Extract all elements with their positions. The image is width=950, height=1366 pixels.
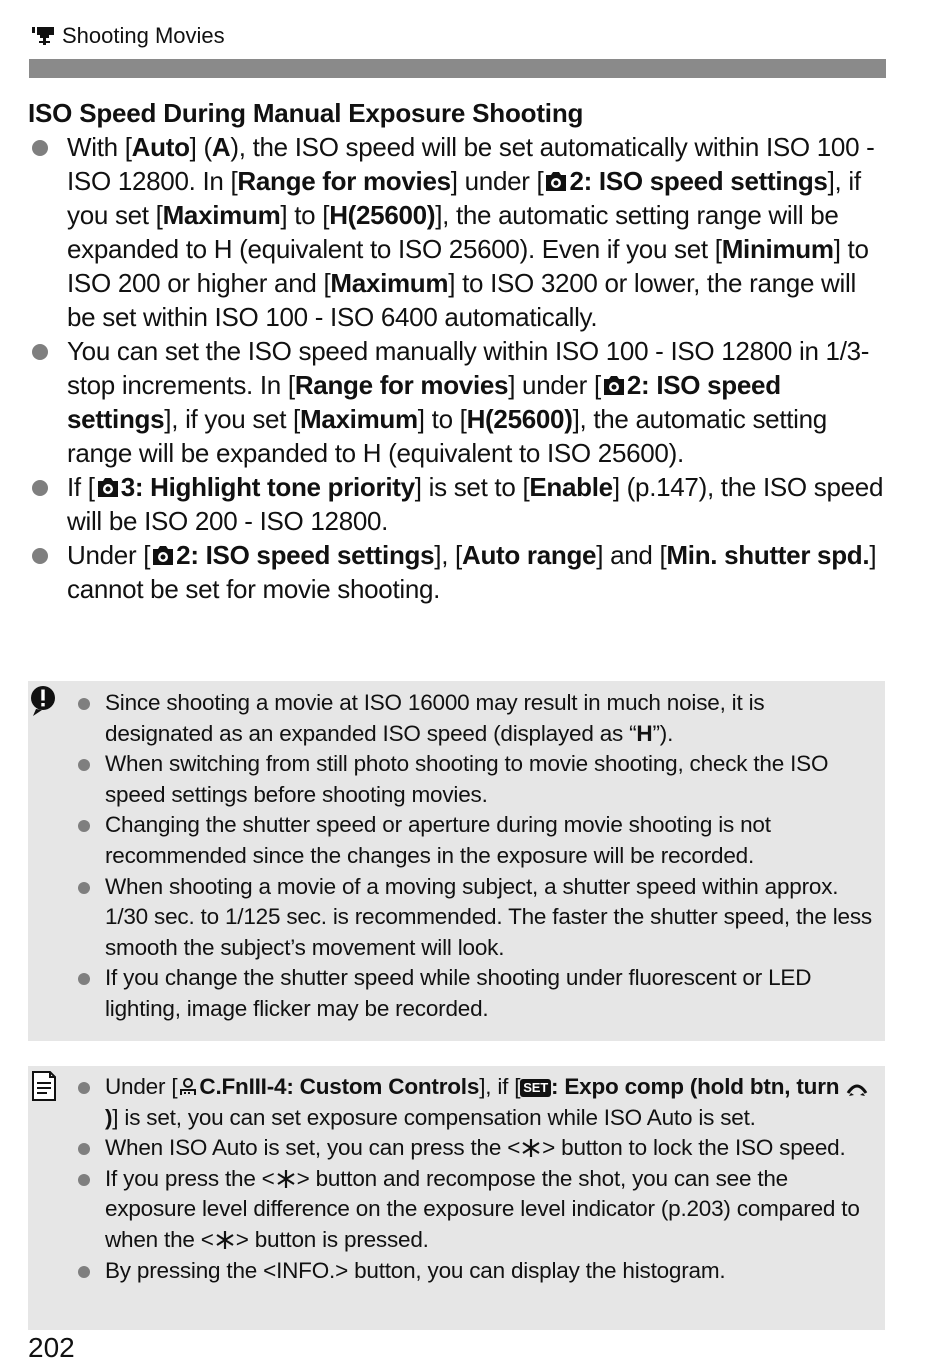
camera-icon (544, 171, 568, 193)
camera-icon (151, 545, 175, 567)
ae-lock-icon (215, 1230, 235, 1250)
bullet-icon (78, 698, 90, 710)
page-header (30, 22, 225, 50)
list-item: With [Auto] (A), the ISO speed will be set automatically within ISO 100 - ISO 12800. In [Range for movies] under [ 2: ISO speed settings], if you set [Maximum] to [H(25600)], the automatic setting range will be expanded to H (equivalent to ISO 25600). Even if you set [Minimum] to ISO 200 or higher and [Maximum] to ISO 3200 or lower, the range will be set within ISO 100 - ISO 6400 automatically. (28, 130, 888, 334)
section-heading: ISO Speed During Manual Exposure Shooting (28, 98, 584, 128)
caution-icon (28, 685, 60, 717)
list-item: When shooting a movie of a moving subject, a shutter speed within approx. 1/30 sec. to 1/125 sec. is recommended. The faster the shutter speed, the less smooth the subject’s movement will look. (76, 872, 875, 964)
bullet-icon (32, 548, 48, 564)
camera-icon (602, 375, 626, 397)
info-button-label: INFO. (276, 1257, 336, 1283)
list-item: Since shooting a movie at ISO 16000 may result in much noise, it is designated as an expanded ISO speed (displayed as “H”). (76, 688, 875, 749)
camera-icon (96, 477, 120, 499)
list-item: If [ 3: Highlight tone priority] is set to [Enable] (p.147), the ISO speed will be ISO 200 - ISO 12800. (28, 470, 888, 538)
custom-function-icon (178, 1077, 198, 1097)
bullet-icon (78, 820, 90, 832)
header-rule (29, 59, 886, 78)
set-button-icon: SET (520, 1079, 551, 1097)
list-item: If you press the < > button and recompose the shot, you can see the exposure level difference on the exposure level indicator (p.203) compared to when the < > button is pressed. (76, 1164, 875, 1256)
list-item: Under [ C.FnIII-4: Custom Controls], if [ SET : Expo comp (hold btn, turn )] is set, you can set exposure compensation while ISO Auto is set. (76, 1072, 875, 1133)
caution-list (76, 688, 875, 1025)
main-bullet-list (28, 130, 888, 606)
note-list (76, 1072, 875, 1286)
list-item: By pressing the <INFO.> button, you can display the histogram. (76, 1256, 875, 1287)
note-box (28, 1066, 885, 1330)
section-title: Shooting Movies (62, 23, 225, 48)
bullet-icon (78, 1174, 90, 1186)
memo-icon (28, 1070, 60, 1102)
bullet-icon (78, 1143, 90, 1155)
list-item: If you change the shutter speed while shooting under fluorescent or LED lighting, image flicker may be recorded. (76, 963, 875, 1024)
bullet-icon (78, 759, 90, 771)
list-item: Under [ 2: ISO speed settings], [Auto range] and [Min. shutter spd.] cannot be set for movie shooting. (28, 538, 888, 606)
bullet-icon (32, 480, 48, 496)
bullet-icon (78, 973, 90, 985)
main-content (28, 96, 888, 606)
bullet-icon (78, 882, 90, 894)
main-dial-icon (846, 1079, 868, 1097)
bullet-icon (78, 1082, 90, 1094)
movie-camera-icon (30, 25, 56, 47)
list-item: Changing the shutter speed or aperture during movie shooting is not recommended since the changes in the exposure will be recorded. (76, 810, 875, 871)
list-item: When ISO Auto is set, you can press the < > button to lock the ISO speed. (76, 1133, 875, 1164)
bullet-icon (32, 140, 48, 156)
ae-lock-icon (276, 1169, 296, 1189)
list-item: You can set the ISO speed manually within ISO 100 - ISO 12800 in 1/3-stop increments. In [Range for movies] under [ 2: ISO speed settings], if you set [Maximum] to [H(25600)], the automatic setting range will be expanded to H (equivalent to ISO 25600). (28, 334, 888, 470)
list-item: When switching from still photo shooting to movie shooting, check the ISO speed settings before shooting movies. (76, 749, 875, 810)
bullet-icon (32, 344, 48, 360)
caution-box (28, 681, 885, 1041)
page-number: 202 (28, 1332, 75, 1363)
bullet-icon (78, 1266, 90, 1278)
ae-lock-icon (521, 1138, 541, 1158)
